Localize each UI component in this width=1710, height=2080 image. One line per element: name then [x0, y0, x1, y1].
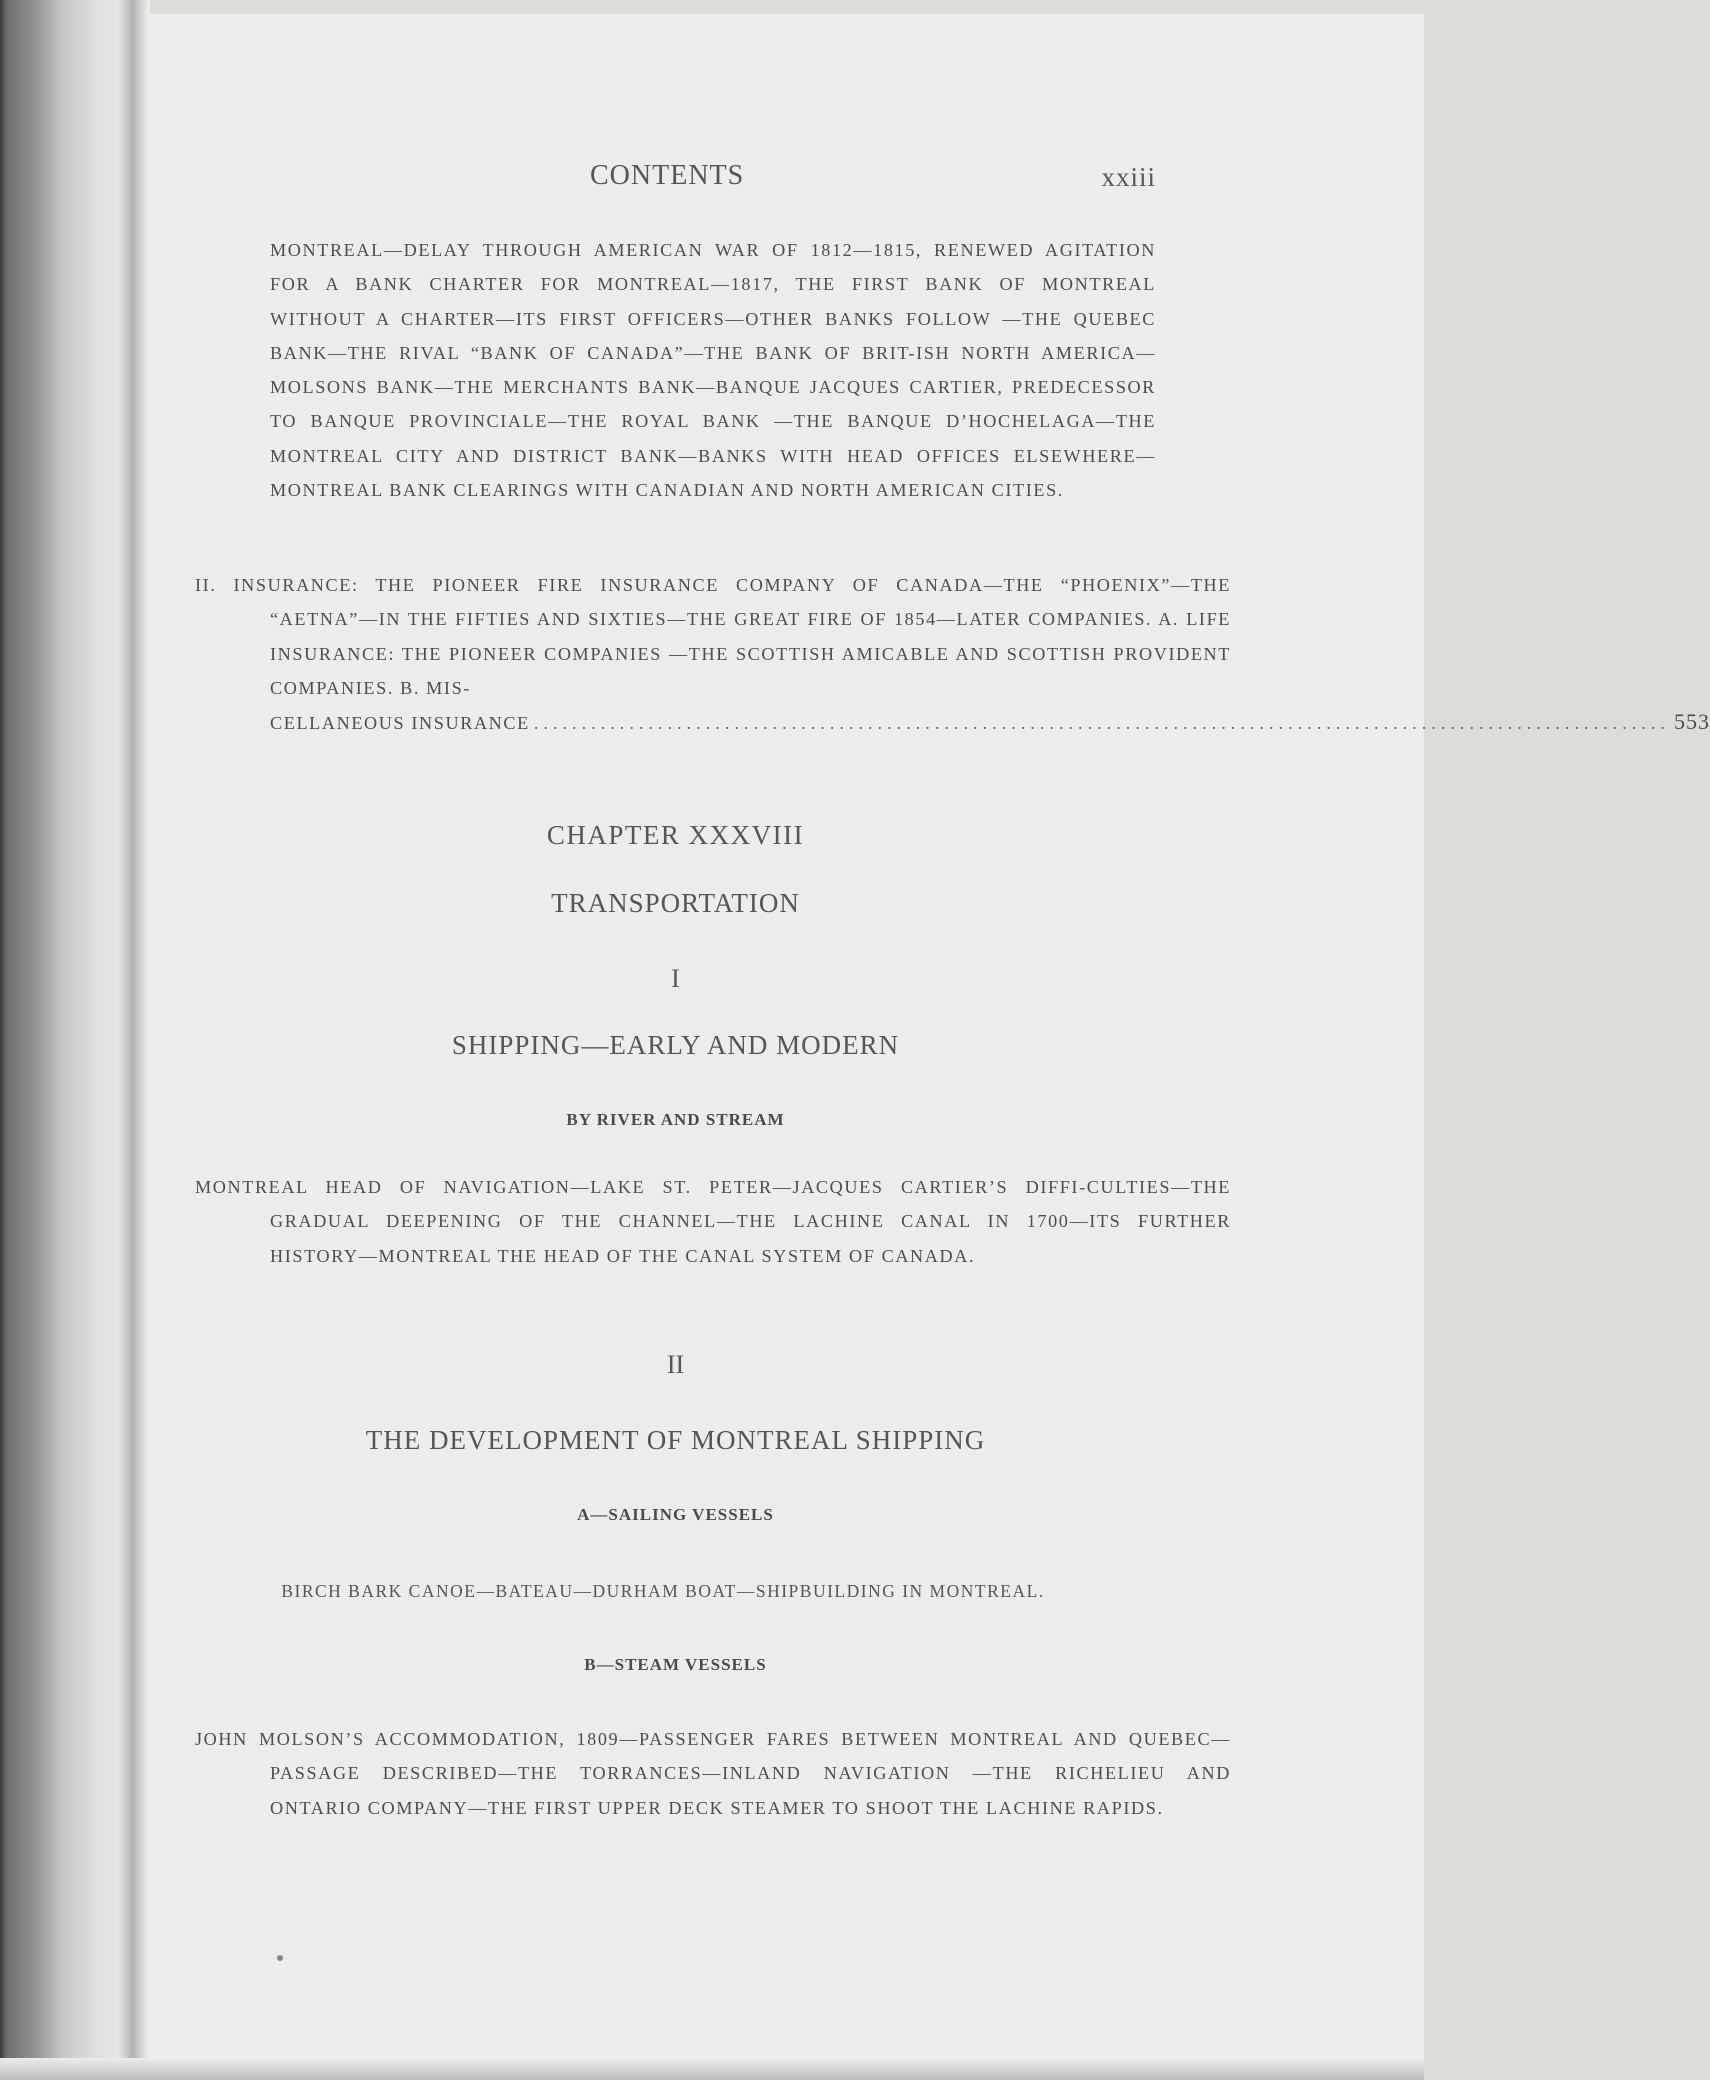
dot-leader: ....................................................................................................................... [533, 713, 1670, 734]
page-number: xxiii [1101, 162, 1156, 192]
banks-paragraph: MONTREAL—DELAY THROUGH AMERICAN WAR OF 1812—1815, RENEWED AGITATION FOR A BANK CHARTER FOR MONTREAL—1817, THE FIRST BANK OF MONTREAL WITHOUT A CHARTER—ITS FIRST OFFICERS—OTHER BANKS FOLLOW —THE QUEBEC BANK—THE RIVAL “BANK OF CANADA”—THE BANK OF BRIT-ISH NORTH AMERICA—MOLSONS BANK—THE MERCHANTS BANK—BANQUE JACQUES CARTIER, PREDECESSOR TO BANQUE PROVINCIALE—THE ROYAL BANK —THE BANQUE D’HOCHELAGA—THE MONTREAL CITY AND DISTRICT BANK—BANKS WITH HEAD OFFICES ELSEWHERE—MONTREAL BANK CLEARINGS WITH CANADIAN AND NORTH AMERICAN CITIES. [270, 240, 1156, 501]
sub-a-heading: A—SAILING VESSELS [577, 1505, 774, 1524]
chapter-number: CHAPTER XXXVIII [546, 820, 805, 850]
sub-b-heading: B—STEAM VESSELS [584, 1655, 767, 1674]
section-1-subtitle: BY RIVER AND STREAM [566, 1110, 785, 1129]
paper-speck [277, 1955, 283, 1961]
chapter-title: TRANSPORTATION [551, 888, 800, 918]
section-1-numeral: I [671, 964, 680, 993]
running-header-title: CONTENTS [590, 160, 745, 191]
section-1-paragraph: MONTREAL HEAD OF NAVIGATION—LAKE ST. PETER—JACQUES CARTIER’S DIFFI-CULTIES—THE GRADUAL DEEPENING OF THE CHANNEL—THE LACHINE CANAL IN 1700—ITS FURTHER HISTORY—MONTREAL THE HEAD OF THE CANAL SYSTEM OF CANADA. [195, 1177, 1231, 1266]
insurance-last-line: CELLANEOUS INSURANCE [270, 713, 530, 734]
sub-a-text: BIRCH BARK CANOE—BATEAU—DURHAM BOAT—SHIPBUILDING IN MONTREAL. [281, 1581, 1045, 1601]
insurance-page-ref: 553 [1673, 709, 1710, 735]
section-1-title: SHIPPING—EARLY AND MODERN [451, 1030, 900, 1060]
section-2-title: THE DEVELOPMENT OF MONTREAL SHIPPING [365, 1425, 986, 1455]
insurance-text: II. INSURANCE: THE PIONEER FIRE INSURANCE COMPANY OF CANADA—THE “PHOENIX”—THE “AETNA”—IN THE FIFTIES AND SIXTIES—THE GREAT FIRE OF 1854—LATER COMPANIES. A. LIFE INSURANCE: THE PIONEER COMPANIES —THE SCOTTISH AMICABLE AND SCOTTISH PROVIDENT COMPANIES. B. MIS- [195, 575, 1231, 698]
gutter-fold-shadow [118, 0, 148, 2080]
page-bottom-edge [0, 2058, 1424, 2080]
insurance-leader-row [270, 705, 1710, 740]
section-2-numeral: II [666, 1350, 685, 1379]
sub-b-paragraph: JOHN MOLSON’S ACCOMMODATION, 1809—PASSENGER FARES BETWEEN MONTREAL AND QUEBEC—PASSAGE DESCRIBED—THE TORRANCES—INLAND NAVIGATION —THE RICHELIEU AND ONTARIO COMPANY—THE FIRST UPPER DECK STEAMER TO SHOOT THE LACHINE RAPIDS. [195, 1729, 1231, 1818]
insurance-paragraph [195, 568, 1710, 740]
